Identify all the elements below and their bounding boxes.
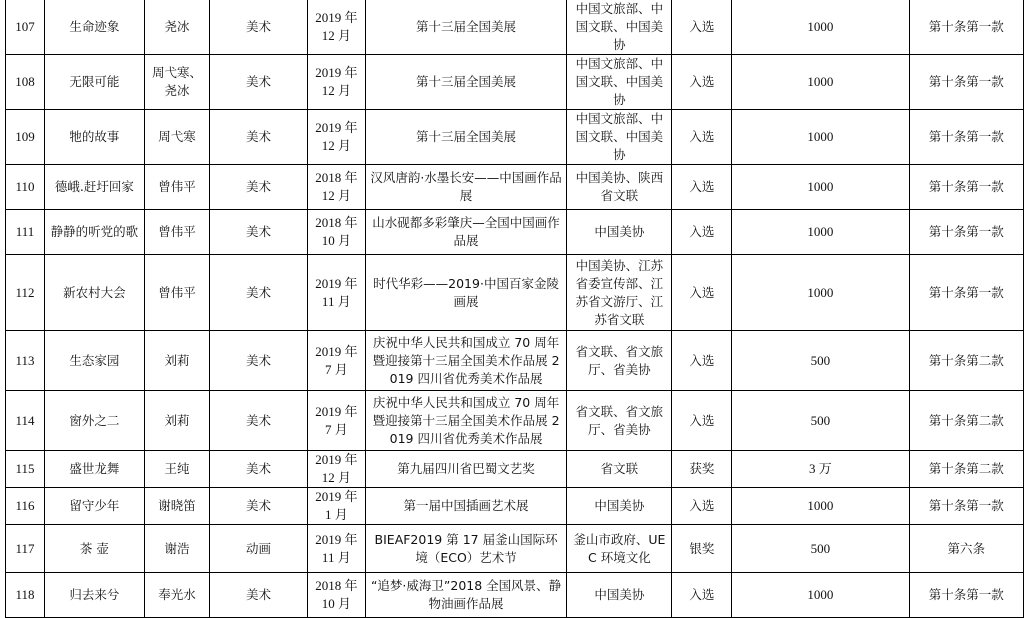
table-row: [6, 573, 1024, 618]
date-cell: 2018 年 10 月: [307, 210, 365, 255]
exhibition-name-cell: 第十三届全国美展: [365, 110, 567, 165]
award-amount-cell: 1000: [732, 165, 909, 210]
result-cell: 入选: [672, 331, 732, 391]
award-amount-cell: 1000: [732, 110, 909, 165]
row-number-cell: 115: [6, 451, 45, 488]
date-cell: 2019 年 12 月: [307, 55, 365, 110]
award-amount-cell: 1000: [732, 573, 909, 618]
date-cell: 2019 年 1 月: [307, 488, 365, 525]
organizer-cell: 中国文旅部、中国文联、中国美协: [567, 55, 672, 110]
row-number-cell: 113: [6, 331, 45, 391]
category-cell: 美术: [210, 391, 308, 451]
author-name-cell: 周弋寒、尧冰: [144, 55, 209, 110]
category-cell: 美术: [210, 488, 308, 525]
result-cell: 获奖: [672, 451, 732, 488]
work-title-cell: 茶 壶: [44, 525, 144, 573]
clause-cell: 第十条第一款: [909, 165, 1023, 210]
exhibition-name-cell: 时代华彩——2019·中国百家金陵画展: [365, 255, 567, 331]
award-amount-cell: 500: [732, 391, 909, 451]
result-cell: 入选: [672, 255, 732, 331]
organizer-cell: 中国美协: [567, 573, 672, 618]
clause-cell: 第十条第一款: [909, 255, 1023, 331]
row-number-cell: 117: [6, 525, 45, 573]
work-title-cell: 静静的听党的歌: [44, 210, 144, 255]
result-cell: 银奖: [672, 525, 732, 573]
author-name-cell: 谢浩: [144, 525, 209, 573]
exhibition-name-cell: 第十三届全国美展: [365, 0, 567, 55]
clause-cell: 第十条第二款: [909, 331, 1023, 391]
clause-cell: 第十条第一款: [909, 110, 1023, 165]
award-amount-cell: 500: [732, 331, 909, 391]
row-number-cell: 108: [6, 55, 45, 110]
date-cell: 2018 年 12 月: [307, 165, 365, 210]
organizer-cell: 中国美协、江苏省委宣传部、江苏省文游厅、江苏省文联: [567, 255, 672, 331]
result-cell: 入选: [672, 165, 732, 210]
result-cell: 入选: [672, 210, 732, 255]
exhibition-name-cell: 庆祝中华人民共和国成立 70 周年暨迎接第十三届全国美术作品展 2019 四川省优秀美术作品展: [365, 331, 567, 391]
result-cell: 入选: [672, 55, 732, 110]
table-row: [6, 165, 1024, 210]
award-amount-cell: 3 万: [732, 451, 909, 488]
work-title-cell: 生态家园: [44, 331, 144, 391]
table-row: [6, 525, 1024, 573]
work-title-cell: 无限可能: [44, 55, 144, 110]
organizer-cell: 省文联、省文旅厅、省美协: [567, 331, 672, 391]
author-name-cell: 王纯: [144, 451, 209, 488]
work-title-cell: 盛世龙舞: [44, 451, 144, 488]
category-cell: 美术: [210, 110, 308, 165]
clause-cell: 第十条第二款: [909, 451, 1023, 488]
category-cell: 美术: [210, 331, 308, 391]
award-amount-cell: 1000: [732, 488, 909, 525]
clause-cell: 第十条第一款: [909, 573, 1023, 618]
date-cell: 2019 年 7 月: [307, 331, 365, 391]
row-number-cell: 116: [6, 488, 45, 525]
table-row: [6, 0, 1024, 55]
organizer-cell: 省文联、省文旅厅、省美协: [567, 391, 672, 451]
table-row: [6, 331, 1024, 391]
date-cell: 2019 年 11 月: [307, 525, 365, 573]
author-name-cell: 尧冰: [144, 0, 209, 55]
award-amount-cell: 1000: [732, 0, 909, 55]
row-number-cell: 114: [6, 391, 45, 451]
table-row: [6, 255, 1024, 331]
row-number-cell: 107: [6, 0, 45, 55]
row-number-cell: 110: [6, 165, 45, 210]
clause-cell: 第六条: [909, 525, 1023, 573]
result-cell: 入选: [672, 0, 732, 55]
table-row: [6, 391, 1024, 451]
work-title-cell: 德峨.赶圩回家: [44, 165, 144, 210]
clause-cell: 第十条第一款: [909, 0, 1023, 55]
author-name-cell: 曾伟平: [144, 165, 209, 210]
exhibition-name-cell: 庆祝中华人民共和国成立 70 周年暨迎接第十三届全国美术作品展 2019 四川省优秀美术作品展: [365, 391, 567, 451]
row-number-cell: 111: [6, 210, 45, 255]
author-name-cell: 周弋寒: [144, 110, 209, 165]
organizer-cell: 中国文旅部、中国文联、中国美协: [567, 0, 672, 55]
exhibition-name-cell: 第九届四川省巴蜀文艺奖: [365, 451, 567, 488]
table-row: [6, 210, 1024, 255]
table-row: [6, 451, 1024, 488]
result-cell: 入选: [672, 391, 732, 451]
award-amount-cell: 500: [732, 525, 909, 573]
date-cell: 2018 年 10 月: [307, 573, 365, 618]
work-title-cell: 窗外之二: [44, 391, 144, 451]
result-cell: 入选: [672, 488, 732, 525]
exhibition-name-cell: 第十三届全国美展: [365, 55, 567, 110]
category-cell: 美术: [210, 55, 308, 110]
work-title-cell: 归去来兮: [44, 573, 144, 618]
organizer-cell: 中国美协、陕西省文联: [567, 165, 672, 210]
category-cell: 动画: [210, 525, 308, 573]
award-amount-cell: 1000: [732, 55, 909, 110]
author-name-cell: 奉光水: [144, 573, 209, 618]
table-row: [6, 488, 1024, 525]
author-name-cell: 刘莉: [144, 331, 209, 391]
clause-cell: 第十条第一款: [909, 488, 1023, 525]
author-name-cell: 曾伟平: [144, 255, 209, 331]
organizer-cell: 中国美协: [567, 210, 672, 255]
table-row: [6, 55, 1024, 110]
row-number-cell: 118: [6, 573, 45, 618]
work-title-cell: 留守少年: [44, 488, 144, 525]
date-cell: 2019 年 7 月: [307, 391, 365, 451]
awards-table: [5, 0, 1024, 618]
table-body: [6, 0, 1024, 618]
work-title-cell: 新农村大会: [44, 255, 144, 331]
work-title-cell: 牠的故事: [44, 110, 144, 165]
exhibition-name-cell: BIEAF2019 第 17 届釜山国际环境（ECO）艺术节: [365, 525, 567, 573]
row-number-cell: 112: [6, 255, 45, 331]
organizer-cell: 釜山市政府、UEC 环境文化: [567, 525, 672, 573]
category-cell: 美术: [210, 210, 308, 255]
row-number-cell: 109: [6, 110, 45, 165]
date-cell: 2019 年 12 月: [307, 110, 365, 165]
date-cell: 2019 年 11 月: [307, 255, 365, 331]
result-cell: 入选: [672, 110, 732, 165]
category-cell: 美术: [210, 0, 308, 55]
exhibition-name-cell: 第一届中国插画艺术展: [365, 488, 567, 525]
work-title-cell: 生命迹象: [44, 0, 144, 55]
author-name-cell: 谢晓笛: [144, 488, 209, 525]
table-row: [6, 110, 1024, 165]
author-name-cell: 曾伟平: [144, 210, 209, 255]
exhibition-name-cell: 山水砚都多彩肇庆—全国中国画作品展: [365, 210, 567, 255]
date-cell: 2019 年 12 月: [307, 0, 365, 55]
category-cell: 美术: [210, 165, 308, 210]
author-name-cell: 刘莉: [144, 391, 209, 451]
award-amount-cell: 1000: [732, 255, 909, 331]
organizer-cell: 中国美协: [567, 488, 672, 525]
result-cell: 入选: [672, 573, 732, 618]
clause-cell: 第十条第二款: [909, 391, 1023, 451]
exhibition-name-cell: “追梦·威海卫”2018 全国风景、静物油画作品展: [365, 573, 567, 618]
award-amount-cell: 1000: [732, 210, 909, 255]
clause-cell: 第十条第一款: [909, 55, 1023, 110]
category-cell: 美术: [210, 573, 308, 618]
date-cell: 2019 年 12 月: [307, 451, 365, 488]
clause-cell: 第十条第一款: [909, 210, 1023, 255]
exhibition-name-cell: 汉风唐韵·水墨长安——中国画作品展: [365, 165, 567, 210]
organizer-cell: 省文联: [567, 451, 672, 488]
category-cell: 美术: [210, 451, 308, 488]
category-cell: 美术: [210, 255, 308, 331]
organizer-cell: 中国文旅部、中国文联、中国美协: [567, 110, 672, 165]
